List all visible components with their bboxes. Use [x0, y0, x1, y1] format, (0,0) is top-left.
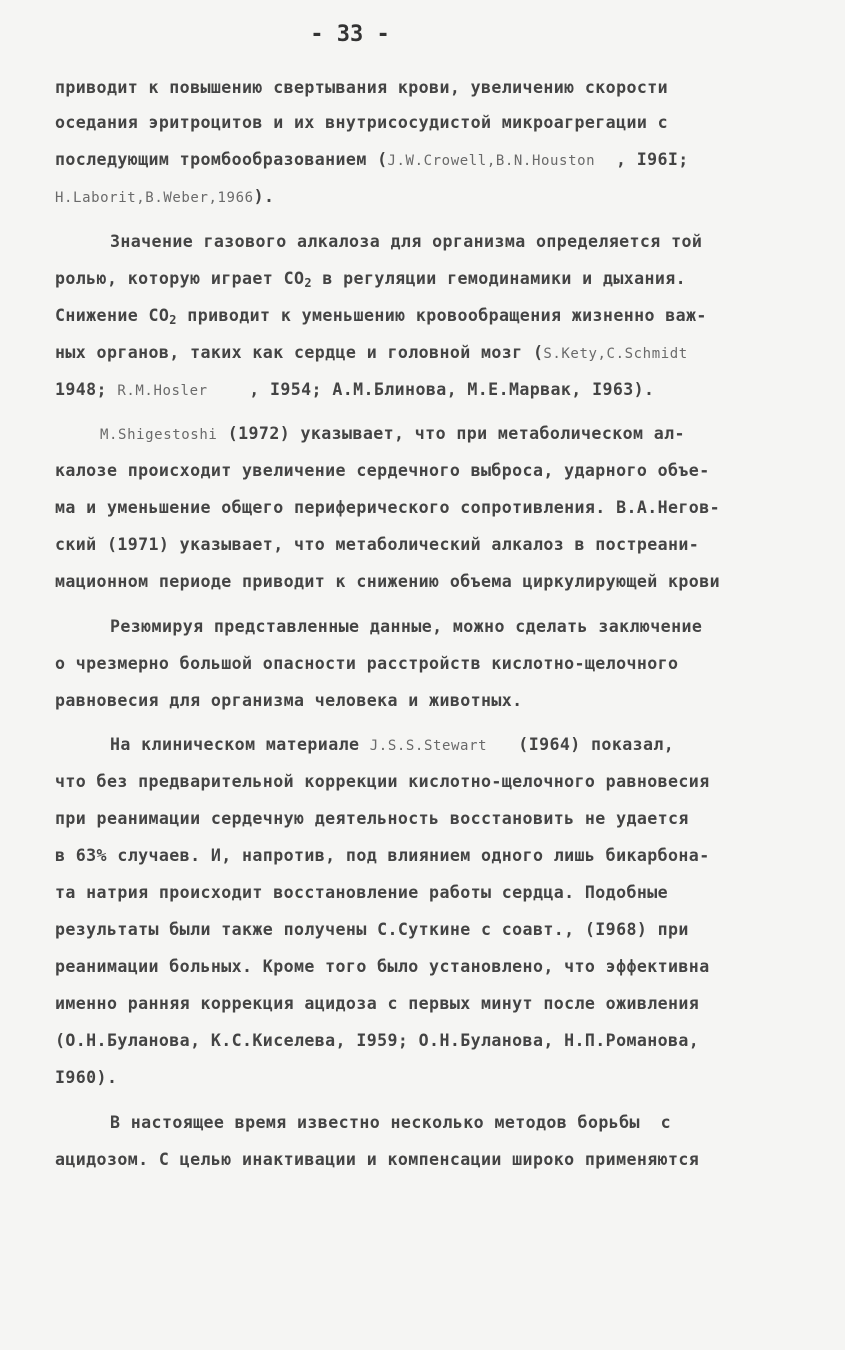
text-segment: Резюмируя представленные данные, можно сделать заключение	[110, 617, 703, 636]
text-line	[55, 461, 710, 480]
text-segment: (О.Н.Буланова, К.С.Киселева, I959; О.Н.Буланова, Н.П.Романова,	[55, 1031, 700, 1050]
subscript: 2	[304, 276, 312, 290]
text-line	[110, 617, 702, 636]
text-line	[110, 232, 702, 251]
text-segment: ролью, которую играет CO	[55, 269, 305, 288]
text-line	[55, 498, 720, 517]
text-segment: в 63% случаев. И, напротив, под влиянием одного лишь бикарбона-	[55, 846, 710, 865]
text-line	[55, 150, 689, 169]
text-segment: Снижение CO	[55, 306, 170, 325]
text-line	[55, 772, 710, 791]
text-segment: ).	[253, 187, 275, 206]
text-line	[55, 809, 689, 828]
text-line	[55, 1031, 699, 1050]
citation-author: M.Shigestoshi	[100, 427, 218, 443]
text-line	[55, 957, 710, 976]
text-line	[55, 306, 707, 327]
text-line	[55, 691, 523, 710]
text-line	[55, 380, 654, 399]
text-line	[55, 269, 686, 290]
text-segment: в регуляции гемодинамики и дыхания.	[312, 269, 687, 288]
text-segment: (1972) указывает, что при метаболическом ал-	[217, 424, 685, 443]
text-line	[55, 343, 688, 362]
text-line	[55, 994, 699, 1013]
text-segment: В настоящее время известно несколько методов борьбы с	[110, 1113, 672, 1132]
text-line	[55, 572, 720, 591]
citation-author: H.Laborit,B.Weber,1966	[55, 190, 254, 206]
text-segment: что без предварительной коррекции кислотно-щелочного равновесия	[55, 772, 710, 791]
text-segment: та натрия происходит восстановление работы сердца. Подобные	[55, 883, 669, 902]
page-number: - 33 -	[310, 22, 390, 47]
text-segment: о чрезмерно большой опасности расстройств кислотно-щелочного	[55, 654, 679, 673]
citation-author: J.W.Crowell,B.N.Houston	[387, 153, 596, 169]
text-line	[55, 535, 699, 554]
text-segment: приводит к уменьшению кровообращения жизненно важ-	[176, 306, 707, 325]
text-segment: ных органов, таких как сердце и головной мозг (	[55, 343, 544, 362]
text-line	[55, 187, 274, 206]
text-segment: мационном периоде приводит к снижению объема циркулирующей крови	[55, 572, 720, 591]
text-line	[55, 883, 668, 902]
citation-author: J.S.S.Stewart	[369, 738, 488, 754]
text-line	[55, 1068, 117, 1087]
text-segment: калозе происходит увеличение сердечного выброса, ударного объе-	[55, 461, 710, 480]
text-line	[55, 846, 710, 865]
text-line	[55, 113, 668, 132]
text-line	[55, 654, 678, 673]
text-segment: приводит к повышению свертывания крови, увеличению скорости	[55, 78, 669, 97]
text-line	[100, 424, 685, 443]
text-line	[110, 735, 674, 754]
text-segment: ский (1971) указывает, что метаболический алкалоз в постреани-	[55, 535, 700, 554]
text-segment: (I964) показал,	[487, 735, 675, 754]
text-line	[55, 78, 668, 97]
citation-author: S.Kety,C.Schmidt	[543, 346, 688, 362]
text-segment: именно ранняя коррекция ацидоза с первых минут после оживления	[55, 994, 700, 1013]
text-line	[55, 920, 689, 939]
text-segment: Значение газового алкалоза для организма определяется той	[110, 232, 703, 251]
text-segment: последующим тромбообразованием (	[55, 150, 388, 169]
text-line	[110, 1113, 671, 1132]
text-segment: при реанимации сердечную деятельность восстановить не удается	[55, 809, 689, 828]
text-segment: результаты были также получены С.Суткине с соавт., (I968) при	[55, 920, 689, 939]
text-segment: На клиническом материале	[110, 735, 370, 754]
subscript: 2	[169, 313, 177, 327]
text-segment: 1948;	[55, 380, 118, 399]
text-segment: оседания эритроцитов и их внутрисосудистой микроагрегации с	[55, 113, 669, 132]
text-segment: I960).	[55, 1068, 118, 1087]
text-segment: реанимации больных. Кроме того было установлено, что эффективна	[55, 957, 710, 976]
text-segment: ма и уменьшение общего периферического сопротивления. В.А.Негов-	[55, 498, 720, 517]
text-segment: , I96I;	[595, 150, 689, 169]
text-segment: ацидозом. С целью инактивации и компенсации широко применяются	[55, 1150, 700, 1169]
text-segment: равновесия для организма человека и животных.	[55, 691, 523, 710]
text-line	[55, 1150, 699, 1169]
text-segment: , I954; А.М.Блинова, М.Е.Марвак, I963).	[207, 380, 655, 399]
citation-author: R.M.Hosler	[117, 383, 208, 399]
